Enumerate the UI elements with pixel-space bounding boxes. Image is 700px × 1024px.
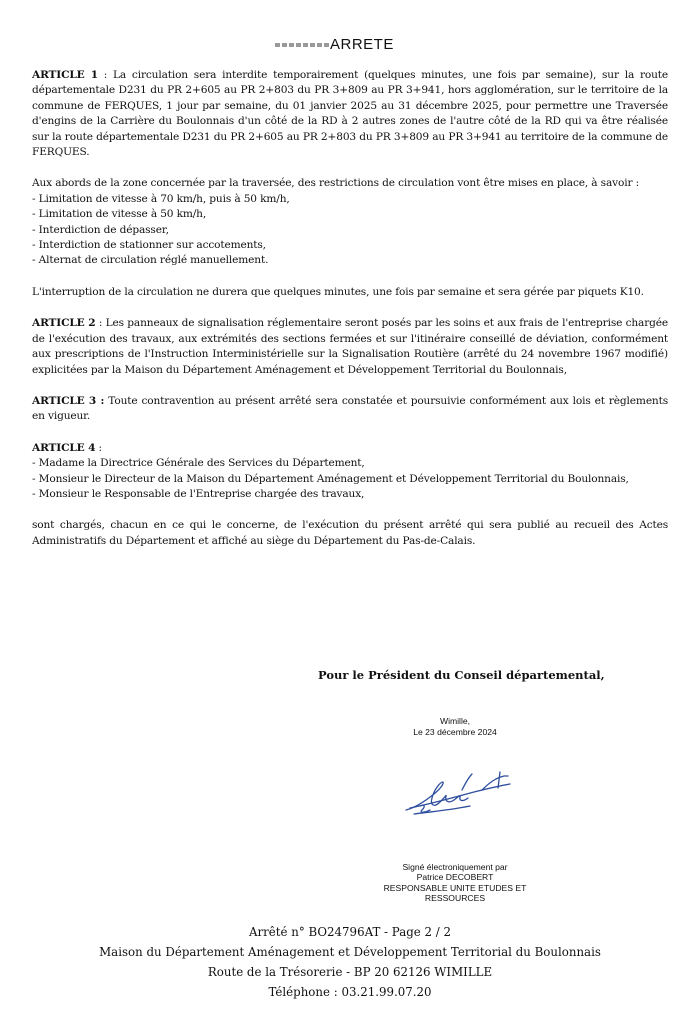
article-2-paragraph	[32, 316, 668, 378]
document-body	[32, 68, 668, 549]
list-item: - Limitation de vitesse à 50 km/h,	[32, 208, 207, 221]
footer-reference: Arrêté n° BO24796AT - Page 2 / 2	[248, 925, 452, 939]
article-1-label: ARTICLE 1	[32, 69, 98, 81]
closing-paragraph: sont chargés, chacun en ce qui le concerne, de l'exécution du présent arrêté qui sera publié au recueil des Actes Administratifs du Département et affiché au siège du Département du Pas-de-Calais.	[32, 519, 668, 547]
footer-organization: Maison du Département Aménagement et Développement Territorial du Boulonnais	[99, 945, 601, 959]
responsibles-list	[32, 456, 668, 502]
article-3-text: Toute contravention au présent arrêté sera constatée et poursuivie conformément aux lois et règlements en vigueur.	[32, 394, 669, 423]
esign-signer-name: Patrice DECOBERT	[416, 872, 494, 883]
article-4-text: :	[95, 441, 102, 454]
restrictions-list	[32, 192, 668, 269]
article-3-label: ARTICLE 3 :	[32, 394, 105, 407]
document-footer	[0, 922, 700, 1002]
electronic-signature-block	[362, 862, 548, 904]
list-item: - Madame la Directrice Générale des Services du Département,	[32, 457, 365, 470]
list-item: - Monsieur le Responsable de l'Entreprise chargée des travaux,	[32, 487, 365, 500]
document-title: ARRETE	[330, 36, 394, 53]
handwritten-signature	[400, 768, 520, 824]
article-1-text: : La circulation sera interdite temporairement (quelques minutes, une fois par semaine), sur la route départementale D231 du PR 2+605 au PR 2+803 du PR 3+809 au PR 3+941, hors agglomération, sur le territoire de la commune de FERQUES, 1 jour par semaine, du 01 janvier 2025 au 31 décembre 2025, pour permettre une Traversée d'engins de la Carrière du Boulonnais d'un côté de la RD à 2 autres zones de l'autre côté de la RD qui va être réalisée sur la route départementale D231 du PR 2+605 au PR 2+803 du PR 3+809 au PR 3+941 au territoire de la commune de FERQUES.	[32, 69, 668, 159]
footer-phone: Téléphone : 03.21.99.07.20	[268, 985, 432, 999]
article-3-paragraph	[32, 394, 668, 425]
article-2-text: : Les panneaux de signalisation réglementaire seront posés par les soins et aux frais de l'entreprise chargée de l'exécution des travaux, aux extrémités des sections fermées et sur l'itinéraire conseillé de déviation, conformément aux prescriptions de l'Instruction Interministérielle sur la Signalisation Routière (arrêté du 24 novembre 1967 modifié) explicitées par la Maison du Département Aménagement et Développement Territorial du Boulonnais,	[32, 317, 668, 376]
list-item: - Limitation de vitesse à 70 km/h, puis à 50 km/h,	[32, 192, 290, 205]
article-1-paragraph	[32, 68, 668, 160]
date-text: Le 23 décembre 2024	[413, 726, 497, 737]
list-item: - Monsieur le Directeur de la Maison du Département Aménagement et Développement Territorial du Boulonnais,	[32, 472, 629, 485]
for-president-line: Pour le Président du Conseil départemental,	[318, 668, 605, 682]
footer-address: Route de la Trésorerie - BP 20 62126 WIMILLE	[207, 965, 493, 979]
esign-line: Signé électroniquement par	[402, 862, 508, 872]
esign-signer-role: RESPONSABLE UNITE ETUDES ET	[383, 882, 527, 893]
list-item: - Alternat de circulation réglé manuellement.	[32, 254, 269, 267]
list-item: - Interdiction de dépasser,	[32, 223, 169, 236]
article-4-label: ARTICLE 4	[32, 441, 96, 454]
place-text: Wimille,	[439, 716, 471, 726]
list-item: - Interdiction de stationner sur accotements,	[32, 239, 266, 252]
restrictions-intro: Aux abords de la zone concernée par la traversée, des restrictions de circulation vont être mises en place, à savoir :	[32, 177, 639, 190]
place-date-block	[380, 716, 530, 737]
document-header	[0, 36, 700, 54]
article-4-heading	[32, 441, 668, 456]
esign-signer-role-cont: RESSOURCES	[424, 893, 486, 904]
interruption-paragraph: L'interruption de la circulation ne durera que quelques minutes, une fois par semaine et sera gérée par piquets K10.	[32, 285, 644, 298]
header-dots-decoration	[275, 43, 329, 47]
article-2-label: ARTICLE 2	[32, 317, 96, 330]
